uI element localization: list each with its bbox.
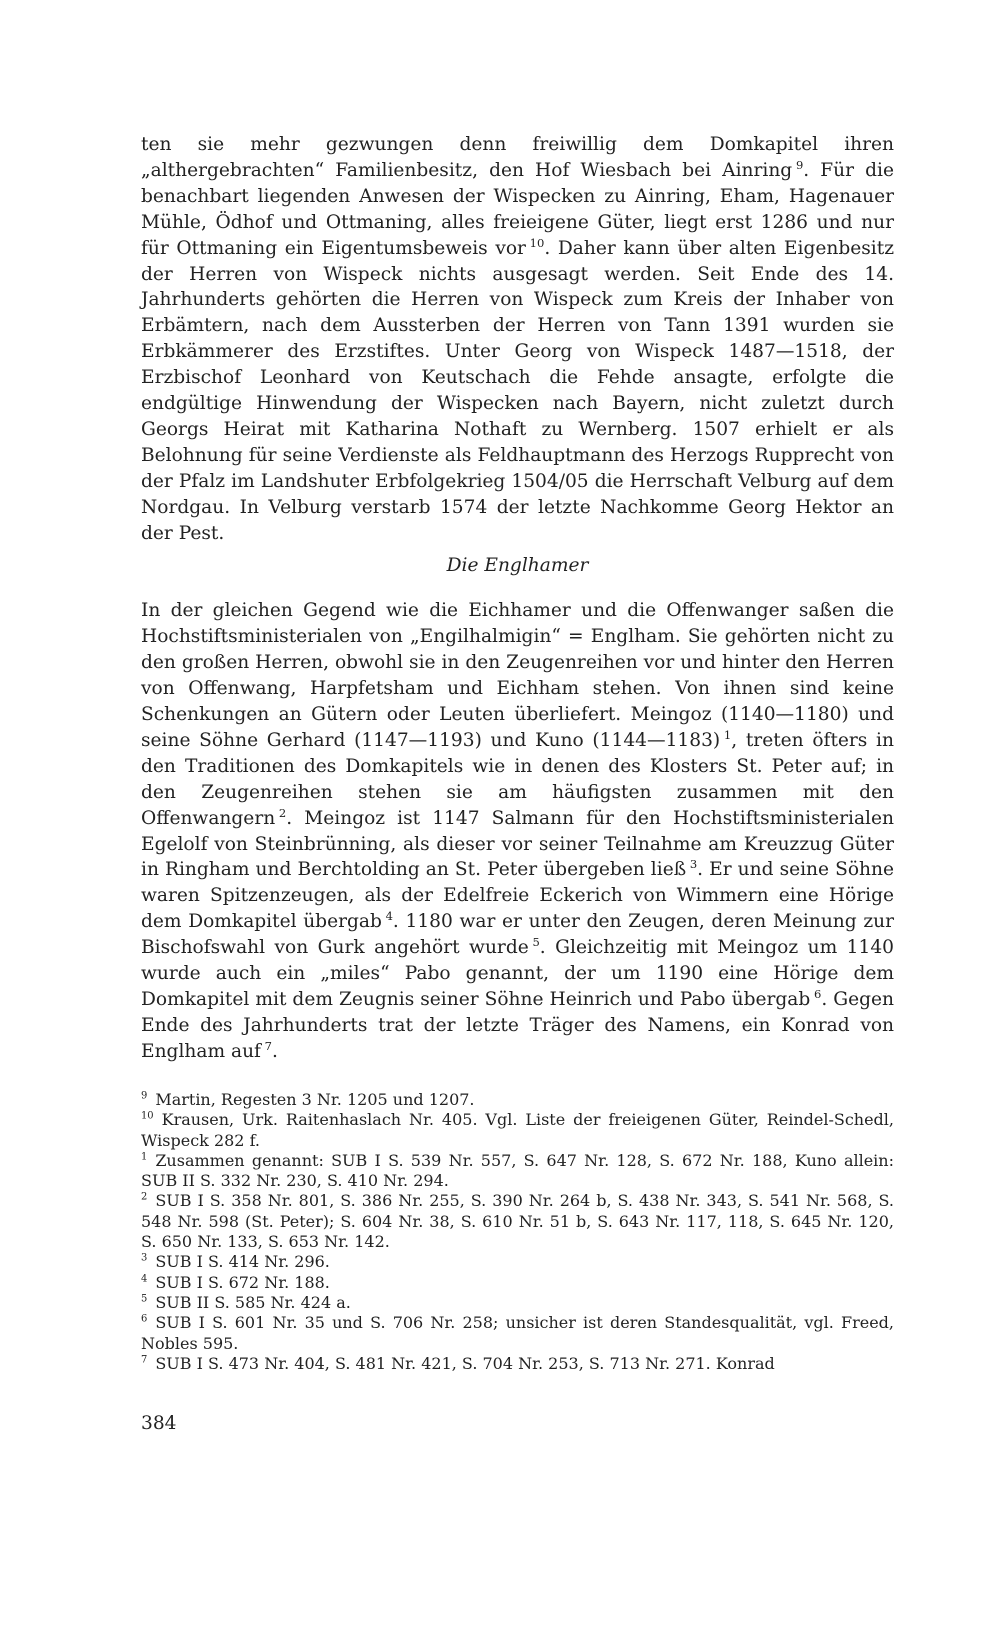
paragraph-2-text-e: . 1180 war er unter den Zeugen, deren Meinung zur Bischofswahl von Gurk angehört wurde xyxy=(141,911,894,959)
footnote-text: SUB I S. 601 Nr. 35 und S. 706 Nr. 258; unsicher ist deren Standesqualität, vgl. Freed, Nobles 595. xyxy=(141,1313,894,1353)
footnotes xyxy=(141,1090,894,1374)
footnote-ref-3: 3 xyxy=(689,857,698,872)
footnote xyxy=(141,1313,894,1354)
paragraph-2-text: In der gleichen Gegend wie die Eichhamer und die Offenwanger saßen die Hochstiftsministerialen von „Engilhalmigin“ = Englham. Sie gehörten nicht zu den großen Herren, obwohl sie in den Zeugenreihen vor und hinter den Herren von Offenwang, Harpfetsham und Eichham stehen. Von ihnen sind keine Schenkungen an Gütern oder Leuten überliefert. Meingoz (1140—1180) und seine Söhne Gerhard (1147—1193) und Kuno (1144—1183) xyxy=(141,600,894,751)
paragraph-2 xyxy=(141,598,894,1064)
footnote-mark: 9 xyxy=(141,1090,148,1102)
paragraph-2-text-d: . Er und seine Söhne waren Spitzenzeugen, als der Edelfreie Eckerich von Wimmern eine Hörige dem Domkapitel übergab xyxy=(141,859,894,933)
footnote-ref-2: 2 xyxy=(278,805,287,820)
footnote-mark: 10 xyxy=(141,1110,154,1122)
footnote xyxy=(141,1252,894,1272)
paragraph-1 xyxy=(141,132,894,547)
paragraph-2-text-h: . xyxy=(272,1040,278,1062)
footnote-text: SUB I S. 473 Nr. 404, S. 481 Nr. 421, S. 704 Nr. 253, S. 713 Nr. 271. Konrad xyxy=(155,1353,775,1373)
footnote-text: Zusammen genannt: SUB I S. 539 Nr. 557, S. 647 Nr. 128, S. 672 Nr. 188, Kuno allein: SUB II S. 332 Nr. 230, S. 410 Nr. 294. xyxy=(141,1150,894,1191)
page-number: 384 xyxy=(141,1413,177,1434)
paragraph-1-text: ten sie mehr gezwungen denn freiwillig dem Domkapitel ihren „althergebrachten“ Familienbesitz, den Hof Wiesbach bei Ainring xyxy=(141,134,894,181)
footnote xyxy=(141,1151,894,1192)
footnote xyxy=(141,1110,894,1151)
footnote-mark: 5 xyxy=(141,1293,148,1305)
footnote-text: SUB I S. 358 Nr. 801, S. 386 Nr. 255, S. 390 Nr. 264 b, S. 438 Nr. 343, S. 541 Nr. 568, S. 548 Nr. 598 (St. Peter); S. 604 Nr. 38, S. 610 Nr. 51 b, S. 643 Nr. 117, 118, S. 645 Nr. 120, S. 650 Nr. 133, S. 653 Nr. 142. xyxy=(141,1191,894,1252)
footnote xyxy=(141,1293,894,1313)
footnote xyxy=(141,1191,894,1252)
footnote-mark: 4 xyxy=(141,1273,148,1285)
footnote-ref-6: 6 xyxy=(814,986,822,1001)
footnote-mark: 7 xyxy=(141,1354,148,1366)
footnote xyxy=(141,1090,894,1110)
footnote-ref-10: 10 xyxy=(529,235,545,250)
section-heading: Die Englhamer xyxy=(446,554,589,576)
paragraph-1-text-c: . Daher kann über alten Eigenbesitz der Herren von Wispeck nichts ausgesagt werden. Seit Ende des 14. Jahrhunderts gehörten die Herren von Wispeck zum Kreis der Inhaber von Erbämtern, nach dem Aussterben der Herren von Tann 1391 wurden sie Erbkämmerer des Erzstiftes. Unter Georg von Wispeck 1487—1518, der Erzbischof Leonhard von Keutschach die Fehde ansagte, erfolgte die endgültige Hinwendung der Wispecken nach Bayern, nicht zuletzt durch Georgs Heirat mit Katharina Nothaft zu Wernberg. 1507 erhielt er als Belohnung für seine Verdienste als Feldhauptmann des Herzogs Rupprecht von der Pfalz im Landshuter Erbfolgekrieg 1504/05 die Herrschaft Velburg auf dem Nordgau. In Velburg verstarb 1574 der letzte Nachkomme Georg Hektor an der Pest. xyxy=(141,237,894,544)
footnote-mark: 6 xyxy=(141,1313,148,1325)
footnote-text: SUB I S. 414 Nr. 296. xyxy=(155,1252,330,1272)
footnote-text: Martin, Regesten 3 Nr. 1205 und 1207. xyxy=(155,1090,475,1109)
footnote-text: SUB II S. 585 Nr. 424 a. xyxy=(155,1292,351,1312)
paragraph-2-text-g: . Gegen Ende des Jahrhunderts trat der letzte Träger des Namens, ein Konrad von Englham auf xyxy=(141,989,895,1062)
footnote-mark: 3 xyxy=(141,1253,148,1265)
footnote-mark: 1 xyxy=(141,1151,148,1163)
paragraph-1-text-b: . Für die benachbart liegenden Anwesen der Wispecken zu Ainring, Eham, Hagenauer Mühle, Ödhof und Ottmaning, alles freieigene Güter, liegt erst 1286 und nur für Ottmaning ein Eigentumsbeweis vor xyxy=(141,159,894,259)
footnote-ref-1: 1 xyxy=(723,727,732,742)
paragraph-2-text-f: . Gleichzeitig mit Meingoz um 1140 wurde auch ein „miles“ Pabo genannt, der um 1190 eine Hörige dem Domkapitel mit dem Zeugnis seiner Söhne Heinrich und Pabo übergab xyxy=(141,937,894,1010)
footnote-ref-5: 5 xyxy=(532,935,540,949)
footnote-mark: 2 xyxy=(141,1192,148,1204)
body-text xyxy=(141,132,894,1065)
footnote-text: SUB I S. 672 Nr. 188. xyxy=(155,1272,330,1292)
footnote-ref-4: 4 xyxy=(385,909,393,924)
paragraph-2-text-c: . Meingoz ist 1147 Salmann für den Hochstiftsministerialen Egelolf von Steinbrünning, als dieser vor seiner Teilnahme am Kreuzzug Güter in Ringham und Berchtolding an St. Peter übergeben ließ xyxy=(141,807,894,881)
paragraph-2-text-b: , treten öfters in den Traditionen des Domkapitels wie in denen des Klosters St. Peter auf; in den Zeugenreihen stehen sie am häufigsten zusammen mit den Offenwangern xyxy=(141,729,894,829)
footnote xyxy=(141,1273,894,1293)
footnote-ref-7: 7 xyxy=(264,1038,272,1053)
footnote xyxy=(141,1354,894,1374)
footnote-text: Krausen, Urk. Raitenhaslach Nr. 405. Vgl. Liste der freieigenen Güter, Reindel-Schedl, Wispeck 282 f. xyxy=(141,1110,894,1150)
footnote-ref-9: 9 xyxy=(795,157,804,172)
